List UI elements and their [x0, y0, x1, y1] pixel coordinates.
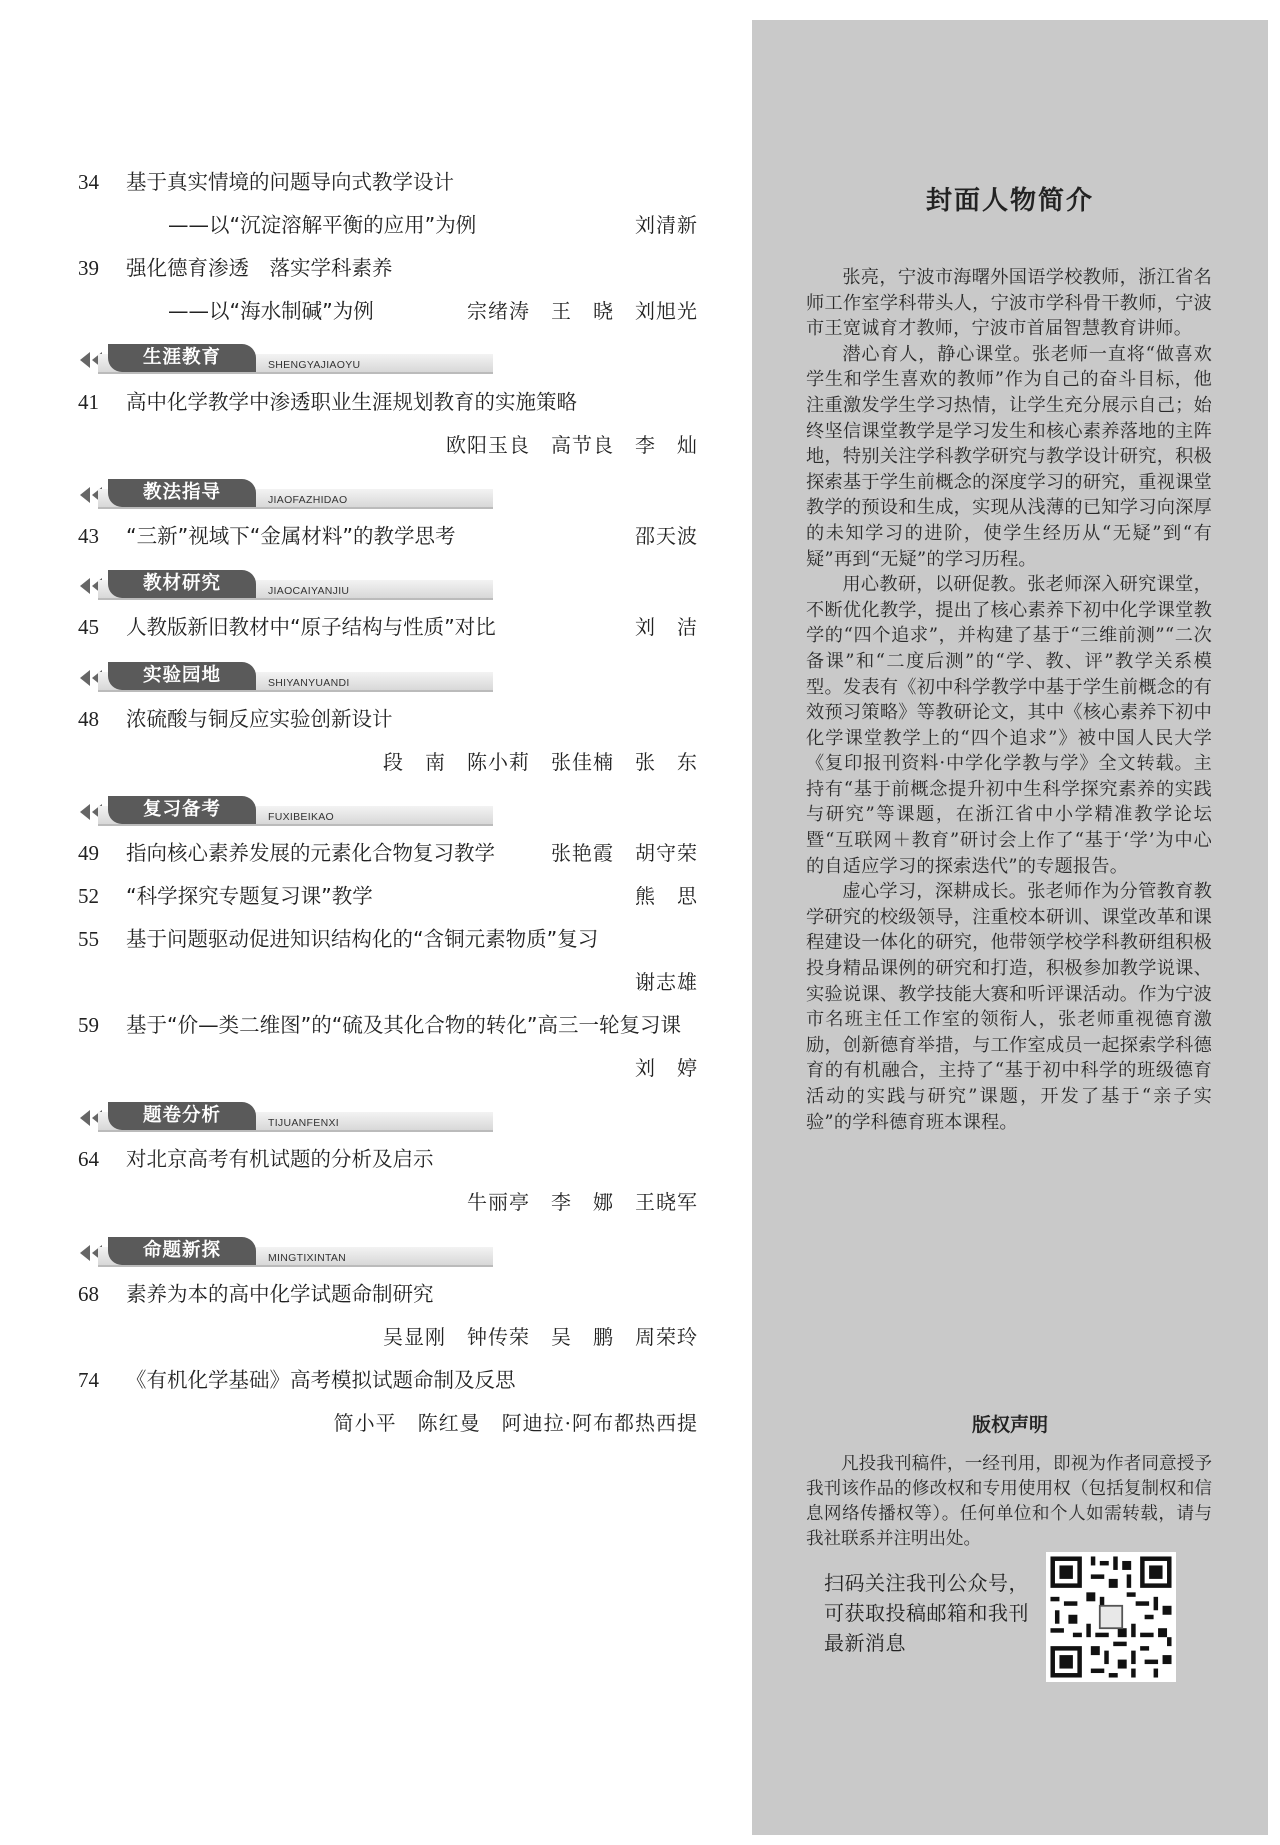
page-number: 55 [78, 927, 99, 951]
article-authors: 吴显刚 钟传荣 吴 鹏 周荣玲 [383, 1325, 698, 1349]
section-header [78, 1235, 493, 1265]
section-label: 生涯教育 [108, 344, 256, 372]
profile-paragraph: 潜心育人，静心课堂。张老师一直将“做喜欢学生和学生喜欢的教师”作为自己的奋斗目标，他注重激发学生学习热情，让学生充分展示自己；始终坚信课堂教学是学习发生和核心素养落地的主阵地，特别关注学科教学研究与教学设计研究，积极探索基于学生前概念的深度学习的研究，重视课堂教学的预设和生成，实现从浅薄的已知学习向深厚的未知学习的进阶，使学生经历从“无疑”到“有疑”再到“无疑”的学习历程。 [806, 343, 1212, 570]
section-pinyin: SHIYANYUANDI [268, 677, 350, 689]
article-title: 基于“价—类二维图”的“硫及其化合物的转化”高三一轮复习课 [126, 1013, 681, 1037]
section-pinyin: FUXIBEIKAO [268, 811, 335, 823]
article-title: 浓硫酸与铜反应实验创新设计 [126, 707, 393, 731]
page-number: 59 [78, 1013, 99, 1037]
section-label: 命题新探 [108, 1237, 256, 1265]
page-number: 34 [78, 170, 99, 194]
page-number: 43 [78, 524, 99, 548]
article-authors: 刘 婷 [635, 1056, 698, 1080]
article-authors: 宗绪涛 王 晓 刘旭光 [467, 299, 698, 323]
article-authors: 段 南 陈小莉 张佳楠 张 东 [383, 750, 698, 774]
section-header [78, 342, 493, 372]
article-authors: 谢志雄 [635, 970, 698, 994]
article-authors: 牛丽亭 李 娜 王晓军 [467, 1190, 698, 1214]
article-title: 人教版新旧教材中“原子结构与性质”对比 [126, 615, 496, 639]
article-authors: 欧阳玉良 高节良 李 灿 [446, 433, 698, 457]
section-pinyin: JIAOCAIYANJIU [268, 585, 350, 597]
section-label: 教材研究 [108, 570, 256, 598]
section-label: 实验园地 [108, 662, 256, 690]
sidebar-heading: 封面人物简介 [925, 186, 1094, 216]
article-title: 高中化学教学中渗透职业生涯规划教育的实施策略 [126, 390, 577, 414]
article-authors: 简小平 陈红曼 阿迪拉·阿布都热西提 [333, 1411, 698, 1435]
profile-paragraph: 虚心学习，深耕成长。张老师作为分管教育教学研究的校级领导，注重校本研训、课堂改革和课程建设一体化的研究，他带领学校学科教研组积极投身精品课例的研究和打造，积极参加教学说课、实验说课、教学技能大赛和听评课活动。作为宁波市名班主任工作室的领衔人，张老师重视德育激励，创新德育举措，与工作室成员一起探索学科德育的有机融合，主持了“基于初中科学的班级德育活动的实践与研究”课题，开发了基于“亲子实验”的学科德育班本课程。 [806, 881, 1212, 1133]
section-label: 复习备考 [108, 796, 256, 824]
article-title: “科学探究专题复习课”教学 [126, 884, 373, 908]
page-number: 39 [78, 256, 99, 280]
page-number: 48 [78, 707, 99, 731]
article-title: 基于问题驱动促进知识结构化的“含铜元素物质”复习 [126, 927, 599, 951]
profile-paragraph: 用心教研，以研促教。张老师深入研究课堂，不断优化教学，提出了核心素养下初中化学课堂教学的“四个追求”，并构建了基于“三维前测”“二次备课”和“二度后测”的“学、教、评”教学关系模型。发表有《初中科学教学中基于学生前概念的有效预习策略》等教研论文，其中《核心素养下初中化学课堂教学上的“四个追求”》被中国人民大学《复印报刊资料·中学化学教与学》全文转载。主持有“基于前概念提升初中生科学探究素养的实践与研究”等课题，在浙江省中小学精准教学论坛暨“互联网＋教育”研讨会上作了“基于‘学’为中心的自适应学习的探索迭代”的专题报告。 [806, 574, 1212, 877]
section-header [78, 568, 493, 598]
qr-code-icon[interactable] [1046, 1552, 1176, 1682]
article-authors: 熊 思 [635, 884, 698, 908]
copyright-heading: 版权声明 [971, 1414, 1048, 1436]
section-header [78, 660, 493, 690]
section-label: 题卷分析 [108, 1102, 256, 1130]
section-header [78, 477, 493, 507]
article-authors: 邵天波 [635, 524, 698, 548]
page-number: 45 [78, 615, 99, 639]
article-title: 对北京高考有机试题的分析及启示 [126, 1147, 434, 1171]
article-authors: 张艳霞 胡守荣 [551, 841, 698, 865]
page-number: 49 [78, 841, 99, 865]
profile-text [806, 265, 1212, 1135]
article-authors: 刘清新 [635, 213, 698, 237]
article-subtitle: ——以“沉淀溶解平衡的应用”为例 [168, 213, 477, 237]
article-subtitle: ——以“海水制碱”为例 [168, 299, 374, 323]
page-number: 74 [78, 1368, 99, 1392]
article-title: 指向核心素养发展的元素化合物复习教学 [126, 841, 495, 865]
article-title: 素养为本的高中化学试题命制研究 [126, 1282, 434, 1306]
qr-caption: 扫码关注我刊公众号，可获取投稿邮箱和我刊最新消息 [824, 1571, 1029, 1655]
section-pinyin: MINGTIXINTAN [268, 1252, 347, 1264]
section-label: 教法指导 [108, 479, 256, 507]
article-title: 强化德育渗透 落实学科素养 [126, 256, 393, 280]
section-header [78, 794, 493, 824]
page-number: 41 [78, 390, 99, 414]
table-of-contents [78, 0, 698, 1845]
cover-profile-sidebar [752, 20, 1268, 1835]
article-title: 《有机化学基础》高考模拟试题命制及反思 [126, 1368, 516, 1392]
page-number: 52 [78, 884, 99, 908]
section-pinyin: SHENGYAJIAOYU [268, 359, 361, 371]
section-header [78, 1100, 493, 1130]
article-title: 基于真实情境的问题导向式教学设计 [126, 170, 454, 194]
section-pinyin: TIJUANFENXI [268, 1117, 339, 1129]
copyright-text: 凡投我刊稿件，一经刊用，即视为作者同意授予我刊该作品的修改权和专用使用权（包括复制权和信息网络传播权等）。任何单位和个人如需转载，请与我社联系并注明出处。 [806, 1454, 1212, 1549]
article-title: “三新”视域下“金属材料”的教学思考 [126, 524, 456, 548]
page-number: 68 [78, 1282, 99, 1306]
section-pinyin: JIAOFAZHIDAO [268, 494, 348, 506]
article-authors: 刘 洁 [635, 615, 698, 639]
profile-paragraph: 张亮，宁波市海曙外国语学校教师，浙江省名师工作室学科带头人，宁波市学科骨干教师，宁波市王宽诚育才教师，宁波市首届智慧教育讲师。 [806, 267, 1212, 340]
page-number: 64 [78, 1147, 99, 1171]
